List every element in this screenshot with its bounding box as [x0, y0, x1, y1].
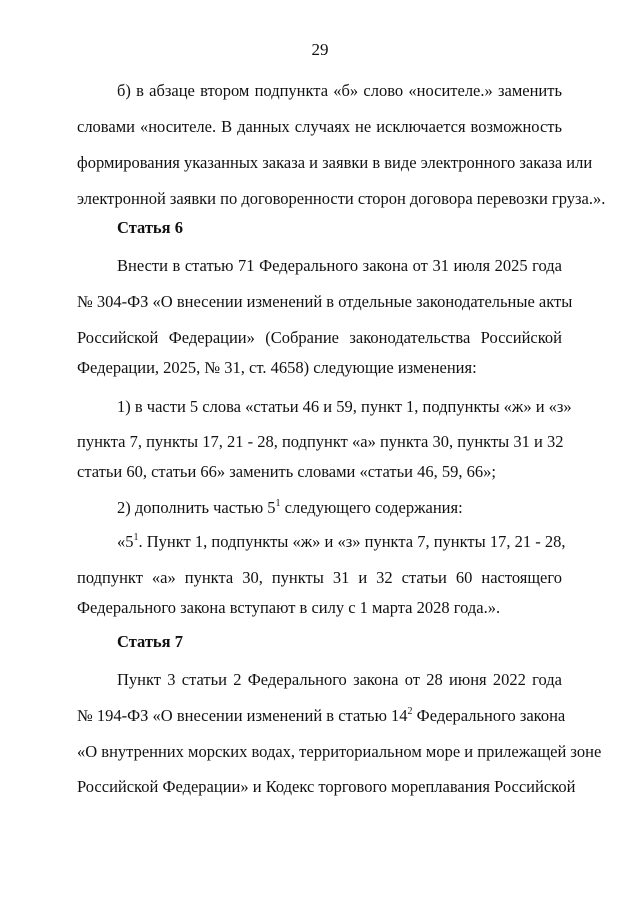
paragraph-b-line-3: формирования указанных заказа и заявки в виде электронного заказа или [77, 153, 593, 172]
item-2-text-end: следующего содержания: [280, 498, 463, 517]
article-6-intro-line-4: Федерации, 2025, № 31, ст. 4658) следующие изменения: [77, 358, 477, 377]
quote-line-2: подпункт «а» пункта 30, пункты 31 и 32 статьи 60 настоящего [77, 568, 562, 587]
article-6-intro-line-1: Внести в статью 71 Федерального закона от 31 июля 2025 года [117, 256, 562, 275]
quote-line-1-text: . Пункт 1, подпункты «ж» и «з» пункта 7, пункты 17, 21 - 28, [138, 532, 566, 551]
article-6-intro-line-3: Российской Федерации» (Собрание законодательства Российской [77, 328, 562, 347]
article-6-item-1-line-2: пункта 7, пункты 17, 21 - 28, подпункт «а» пункта 30, пункты 31 и 32 [77, 432, 564, 451]
article-6-intro-line-2: № 304-ФЗ «О внесении изменений в отдельные законодательные акты [77, 292, 573, 311]
article-7-line-2-end: Федерального закона [412, 706, 566, 725]
paragraph-b-line-4: электронной заявки по договоренности сторон договора перевозки груза.». [77, 189, 606, 208]
article-7-line-2-text: № 194-ФЗ «О внесении изменений в статью 14 [77, 706, 408, 725]
article-7-line-2 [77, 705, 566, 726]
article-7-line-3: «О внутренних морских водах, территориальном море и прилежащей зоне [77, 742, 602, 761]
article-7-line-1: Пункт 3 статьи 2 Федерального закона от 28 июня 2022 года [117, 670, 562, 689]
article-7-line-4: Российской Федерации» и Кодекс торгового мореплавания Российской [77, 777, 576, 796]
article-6-item-2 [117, 498, 602, 518]
article-6-item-1-line-3: статьи 60, статьи 66» заменить словами «статьи 46, 59, 66»; [77, 462, 496, 481]
quote-prefix: «5 [117, 532, 134, 551]
page-number: 29 [311, 40, 329, 59]
article-6-item-1-line-1: 1) в части 5 слова «статьи 46 и 59, пункт 1, подпункты «ж» и «з» [117, 397, 572, 416]
article-7-superscript: 2 [407, 705, 413, 717]
paragraph-b-line-1: б) в абзаце втором подпункта «б» слово «носителе.» заменить [117, 81, 562, 100]
article-7-heading: Статья 7 [117, 632, 183, 651]
quote-superscript: 1 [133, 531, 139, 543]
item-2-superscript: 1 [275, 497, 281, 509]
quote-line-1 [117, 531, 566, 552]
quote-line-3: Федерального закона вступают в силу с 1 марта 2028 года.». [77, 598, 501, 617]
item-2-text: 2) дополнить частью 5 [117, 498, 276, 517]
paragraph-b-line-2: словами «носителе. В данных случаях не исключается возможность [77, 117, 562, 136]
article-6-heading: Статья 6 [117, 218, 183, 237]
